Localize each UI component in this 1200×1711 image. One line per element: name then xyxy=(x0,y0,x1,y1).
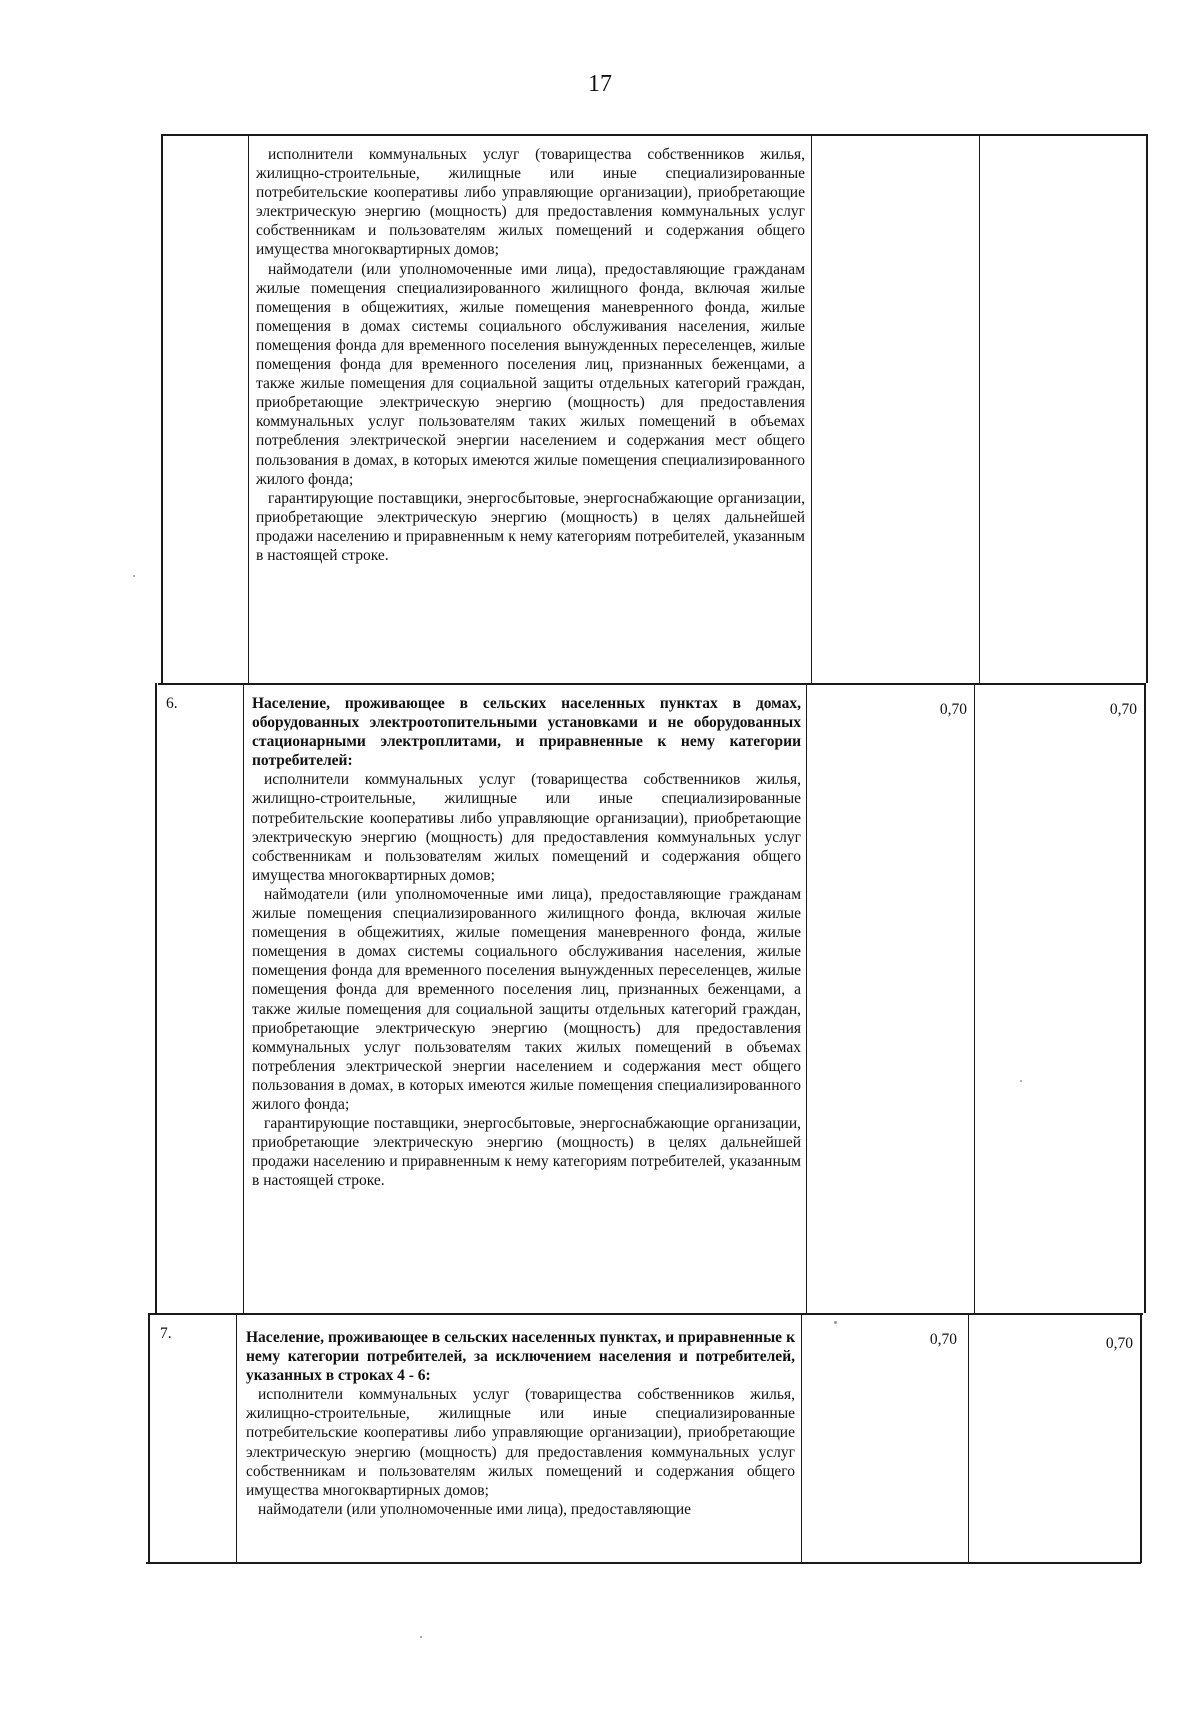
col-divider-num xyxy=(248,134,249,683)
paragraph: гарантирующие поставщики, энергосбытовые, энергоснабжающие организации, приобретающие электрическую энергию (мощность) в целях дальнейшей продажи населению и приравненным к нему категориям потребителей, указанным в настоящей строке. xyxy=(256,489,805,564)
scan-speck xyxy=(1020,1080,1022,1082)
page-number: 17 xyxy=(588,71,612,97)
table-bottom-rule xyxy=(146,1562,1141,1564)
paragraph: исполнители коммунальных услуг (товарищества собственников жилья, жилищно-строительные, жилищные или иные специализированные потребительские кооперативы либо управляющие организации), приобретающие электрическую энергию (мощность) для предоставления коммунальных услуг собственникам и пользователям жилых помещений и содержания общего имущества многоквартирных домов; xyxy=(256,146,805,259)
row-value-2: 0,70 xyxy=(1105,1335,1133,1352)
paragraph: гарантирующие поставщики, энергосбытовые, энергоснабжающие организации, приобретающие электрическую энергию (мощность) в целях дальнейшей продажи населению и приравненным к нему категориям потребителей, указанным в настоящей строке. xyxy=(252,1115,801,1190)
row-6-description xyxy=(252,694,801,1190)
row-number: 6. xyxy=(166,695,178,712)
row-divider-6 xyxy=(158,683,1146,685)
row-divider-7 xyxy=(150,1313,1143,1315)
scan-speck xyxy=(834,1321,837,1324)
col-divider-text xyxy=(811,134,812,683)
col-divider-num-2 xyxy=(243,683,244,1313)
table-right-rule-2 xyxy=(1144,683,1146,1313)
col-divider-value-2 xyxy=(974,683,975,1313)
col-divider-text-3 xyxy=(801,1313,802,1563)
paragraph: наймодатели (или уполномоченные ими лица), предоставляющие xyxy=(258,1500,692,1518)
row-value-1: 0,70 xyxy=(929,1331,957,1348)
table-left-rule-2 xyxy=(155,683,157,1313)
row-heading: Население, проживающее в сельских населенных пунктах, и приравненные к нему категории потребителей, за исключением населения и потребителей, указанных в строках 4 - 6: xyxy=(246,1329,795,1385)
paragraph: исполнители коммунальных услуг (товарищества собственников жилья, жилищно-строительные, жилищные или иные специализированные потребительские кооперативы либо управляющие организации), приобретающие электрическую энергию (мощность) для предоставления коммунальных услуг собственникам и пользователям жилых помещений и содержания общего имущества многоквартирных домов; xyxy=(246,1386,795,1499)
paragraph: исполнители коммунальных услуг (товарищества собственников жилья, жилищно-строительные, жилищные или иные специализированные потребительские кооперативы либо управляющие организации), приобретающие электрическую энергию (мощность) для предоставления коммунальных услуг собственникам и пользователям жилых помещений и содержания общего имущества многоквартирных домов; xyxy=(252,771,801,884)
table-top-rule xyxy=(163,134,1148,136)
continuation-cell xyxy=(256,145,805,565)
row-heading: Население, проживающее в сельских населенных пунктах в домах, оборудованных электроотопительными установками и не оборудованных стационарными электроплитами, и приравненные к нему категории потребителей: xyxy=(252,695,801,770)
table-left-rule xyxy=(161,134,163,683)
row-value-1: 0,70 xyxy=(939,701,967,718)
paragraph: наймодатели (или уполномоченные ими лица), предоставляющие гражданам жилые помещения специализированного жилищного фонда, включая жилые помещения в общежитиях, жилые помещения маневренного фонда, жилые помещения в домах системы социального обслуживания населения, жилые помещения фонда для временного поселения вынужденных переселенцев, жилые помещения фонда для временного поселения лиц, признанных беженцами, а также жилые помещения для социальной защиты отдельных категорий граждан, приобретающие электрическую энергию (мощность) для предоставления коммунальных услуг пользователям таких жилых помещений в объемах потребления электрической энергии населением и содержания мест общего пользования в домах, в которых имеются жилые помещения специализированного жилого фонда; xyxy=(252,885,801,1113)
row-value-2: 0,70 xyxy=(1109,701,1137,718)
table-right-rule-3 xyxy=(1140,1313,1142,1563)
col-divider-value-3 xyxy=(968,1313,969,1563)
row-7-description xyxy=(246,1328,795,1519)
paragraph: наймодатели (или уполномоченные ими лица), предоставляющие гражданам жилые помещения специализированного жилищного фонда, включая жилые помещения в общежитиях, жилые помещения маневренного фонда, жилые помещения в домах системы социального обслуживания населения, жилые помещения фонда для временного поселения вынужденных переселенцев, жилые помещения фонда для временного поселения лиц, признанных беженцами, а также жилые помещения для социальной защиты отдельных категорий граждан, приобретающие электрическую энергию (мощность) для предоставления коммунальных услуг пользователям таких жилых помещений в объемах потребления электрической энергии населением и содержания мест общего пользования в домах, в которых имеются жилые помещения специализированного жилого фонда; xyxy=(256,260,805,488)
scan-speck xyxy=(420,1636,422,1638)
col-divider-value xyxy=(979,134,980,683)
col-divider-num-3 xyxy=(236,1313,237,1563)
scan-speck xyxy=(133,575,135,577)
table-left-rule-3 xyxy=(148,1313,150,1563)
col-divider-text-2 xyxy=(806,683,807,1313)
row-number: 7. xyxy=(160,1325,172,1342)
table-right-rule xyxy=(1146,134,1148,683)
